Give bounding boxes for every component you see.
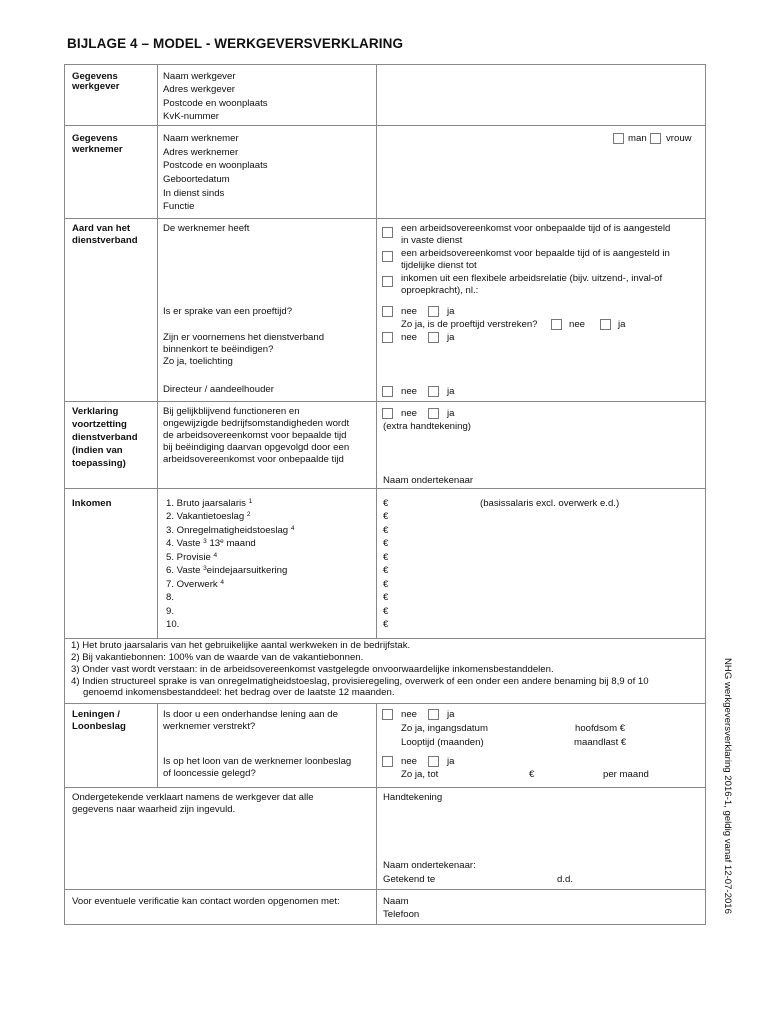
inkomen-item: 7. Overwerk $^4$ <box>166 579 225 590</box>
hoofdsom-label: hoofdsom € <box>575 723 626 734</box>
column-divider <box>376 703 377 925</box>
field-label: Postcode en woonplaats <box>163 160 268 171</box>
row-divider <box>65 125 705 126</box>
column-divider <box>376 65 377 638</box>
leningen-label: Leningen / <box>72 709 120 720</box>
question-text: Zijn er voornemens het dienstverband <box>163 332 325 343</box>
werknemer-label: Gegevens <box>72 133 118 144</box>
checkbox-man[interactable] <box>613 133 624 144</box>
inkomen-item: 10. <box>166 619 180 630</box>
row-divider <box>65 218 705 219</box>
looptijd-label: Looptijd (maanden) <box>401 737 484 748</box>
naam-ondertekenaar: Naam ondertekenaar <box>383 475 474 486</box>
ja-label: ja <box>618 319 626 330</box>
checkbox-verstreken-nee[interactable] <box>551 319 562 330</box>
nee-label: nee <box>401 408 418 419</box>
dienstverband-label: dienstverband <box>72 235 138 246</box>
question-text: Zo ja, toelichting <box>163 356 233 367</box>
footnote: 2) Bij vakantiebonnen: 100% van de waarde van de vakantiebonnen. <box>71 652 364 663</box>
nee-label: nee <box>569 319 586 330</box>
euro-sign: € <box>383 552 389 563</box>
option-text: een arbeidsovereenkomst voor onbepaalde tijd of is aangesteld <box>401 223 671 234</box>
field-label: In dienst sinds <box>163 188 225 199</box>
field-label: Adres werknemer <box>163 147 239 158</box>
checkbox-beeindigen-nee[interactable] <box>382 332 393 343</box>
inkomen-label: Inkomen <box>72 498 112 509</box>
option-text: een arbeidsovereenkomst voor bepaalde tijd of is aangesteld in <box>401 248 670 259</box>
checkbox-verstreken-ja[interactable] <box>600 319 611 330</box>
euro-sign: € <box>383 565 389 576</box>
extra-handtekening: (extra handtekening) <box>383 421 471 432</box>
ja-label: ja <box>447 386 455 397</box>
checkbox-vrouw[interactable] <box>650 133 661 144</box>
ja-label: ja <box>447 756 455 767</box>
euro-sign: € <box>383 511 389 522</box>
side-note: NHG werkgeversverklaring 2016-1, geldig vanaf 12-07-2016 <box>722 658 733 914</box>
werknemer-label: werknemer <box>72 144 123 155</box>
inkomen-item: 4. Vaste $^3$ 13e maand <box>166 538 256 549</box>
field-label: Functie <box>163 201 195 212</box>
checkbox-loonbeslag-nee[interactable] <box>382 756 393 767</box>
ondertekening-text: gegevens naar waarheid zijn ingevuld. <box>72 804 236 815</box>
verklaring-label: dienstverband <box>72 432 138 443</box>
verklaring-text: arbeidsovereenkomst voor onbepaalde tijd <box>163 454 344 465</box>
row-divider <box>65 638 705 639</box>
euro-sign: € <box>383 538 389 549</box>
option-text: inkomen uit een flexibele arbeidsrelatie (bijv. uitzend-, inval-of <box>401 273 663 284</box>
euro-sign: € <box>383 619 389 630</box>
euro-sign: € <box>383 525 389 536</box>
dienstverband-label: Aard van het <box>72 223 131 234</box>
row-divider <box>65 787 705 788</box>
footnote: genoemd inkomensbestanddeel: het bedrag over de laatste 12 maanden. <box>83 687 395 698</box>
inkomen-item: 8. <box>166 592 175 603</box>
getekend-te-label: Getekend te <box>383 874 436 885</box>
field-label: KvK-nummer <box>163 111 219 122</box>
handtekening-label: Handtekening <box>383 792 443 803</box>
inkomen-item: 9. <box>166 606 175 617</box>
inkomen-item: 3. Onregelmatigheidstoeslag $^4$ <box>166 525 295 536</box>
option-text: oproepkracht), nl.: <box>401 285 479 296</box>
ja-label: ja <box>447 306 455 317</box>
telefoon-label: Telefoon <box>383 909 420 920</box>
nee-label: nee <box>401 756 418 767</box>
ondertekening-text: Ondergetekende verklaart namens de werkgever dat alle <box>72 792 314 803</box>
per-maand-label: per maand <box>603 769 649 780</box>
question-text: of looncessie gelegd? <box>163 768 256 779</box>
inkomen-item: 6. Vaste $^3$eindejaarsuitkering <box>166 565 288 576</box>
inkomen-item: 2. Vakantietoeslag $^2$ <box>166 511 251 522</box>
row-divider <box>65 488 705 489</box>
euro-sign: € <box>383 579 389 590</box>
checkbox-proeftijd-ja[interactable] <box>428 306 439 317</box>
checkbox-proeftijd-nee[interactable] <box>382 306 393 317</box>
column-divider <box>157 65 158 638</box>
question-text: Is er sprake van een proeftijd? <box>163 306 293 317</box>
question-text: Directeur / aandeelhouder <box>163 384 274 395</box>
inkomen-item: 1. Bruto jaarsalaris $^1$ <box>166 498 253 509</box>
question-text: De werknemer heeft <box>163 223 250 234</box>
footnote: 4) Indien structureel sprake is van onregelmatigheidstoeslag, provisieregeling, overwerk of een onder een andere benaming bij 8,9 of 10 <box>71 676 649 687</box>
page-title: BIJLAGE 4 – MODEL - WERKGEVERSVERKLARING <box>67 36 404 51</box>
question-text: Is door u een onderhandse lening aan de <box>163 709 338 720</box>
ja-label: ja <box>447 332 455 343</box>
euro-sign: € <box>383 498 389 509</box>
checkbox-verklaring-ja[interactable] <box>428 408 439 419</box>
verklaring-text: bij beëindiging daarvan opgevolgd door een <box>163 442 350 453</box>
field-label: Naam werkgever <box>163 71 236 82</box>
checkbox-lening-ja[interactable] <box>428 709 439 720</box>
ja-label: ja <box>447 709 455 720</box>
leningen-label: Loonbeslag <box>72 721 126 732</box>
verklaring-label: Verklaring <box>72 406 119 417</box>
row-divider <box>65 703 705 704</box>
naam-label: Naam <box>383 896 409 907</box>
maandlast-label: maandlast € <box>574 737 627 748</box>
nee-label: nee <box>401 332 418 343</box>
row-divider <box>65 889 705 890</box>
ingangsdatum-label: Zo ja, ingangsdatum <box>401 723 488 734</box>
checkbox-beeindigen-ja[interactable] <box>428 332 439 343</box>
checkbox-directeur-nee[interactable] <box>382 386 393 397</box>
verklaring-label: toepassing) <box>72 458 126 469</box>
question-text: Is op het loon van de werknemer loonbeslag <box>163 756 352 767</box>
datum-label: d.d. <box>557 874 574 885</box>
euro-sign: € <box>383 592 389 603</box>
checkbox-verklaring-nee[interactable] <box>382 408 393 419</box>
sub-question: Zo ja, is de proeftijd verstreken? <box>401 319 538 330</box>
zo-ja-tot-label: Zo ja, tot <box>401 769 439 780</box>
vrouw-label: vrouw <box>666 133 692 144</box>
werkgever-label: Gegevens <box>72 71 118 82</box>
checkbox-directeur-ja[interactable] <box>428 386 439 397</box>
field-label: Naam werknemer <box>163 133 239 144</box>
verklaring-text: ongewijzigde bedrijfsomstandigheden wordt <box>163 418 350 429</box>
checkbox-flexibel[interactable] <box>382 276 393 287</box>
footnote: 1) Het bruto jaarsalaris van het gebruikelijke aantal werkweken in de bedrijfstak. <box>71 640 411 651</box>
checkbox-bepaalde-tijd[interactable] <box>382 251 393 262</box>
inkomen-note: (basissalaris excl. overwerk e.d.) <box>480 498 620 509</box>
euro-sign: € <box>383 606 389 617</box>
man-label: man <box>628 133 647 144</box>
verklaring-text: Bij gelijkblijvend functioneren en <box>163 406 300 417</box>
inkomen-item: 5. Provisie $^4$ <box>166 552 218 563</box>
naam-ondertekenaar: Naam ondertekenaar: <box>383 860 476 871</box>
checkbox-lening-nee[interactable] <box>382 709 393 720</box>
verklaring-label: voortzetting <box>72 419 127 430</box>
euro-sign: € <box>529 769 535 780</box>
nee-label: nee <box>401 709 418 720</box>
ja-label: ja <box>447 408 455 419</box>
field-label: Geboortedatum <box>163 174 230 185</box>
option-text: in vaste dienst <box>401 235 463 246</box>
column-divider <box>157 703 158 787</box>
question-text: werknemer verstrekt? <box>163 721 256 732</box>
verklaring-label: (indien van <box>72 445 123 456</box>
field-label: Adres werkgever <box>163 84 235 95</box>
verificatie-text: Voor eventuele verificatie kan contact worden opgenomen met: <box>72 896 340 907</box>
row-divider <box>65 401 705 402</box>
footnote: 3) Onder vast wordt verstaan: in de arbeidsovereenkomst vastgelegde onvoorwaardelijke inkomensbestanddelen. <box>71 664 554 675</box>
werkgever-label: werkgever <box>72 81 120 92</box>
option-text: tijdelijke dienst tot <box>401 260 477 271</box>
question-text: binnenkort te beëindigen? <box>163 344 274 355</box>
verklaring-text: de arbeidsovereenkomst voor bepaalde tijd <box>163 430 347 441</box>
field-label: Postcode en woonplaats <box>163 98 268 109</box>
checkbox-loonbeslag-ja[interactable] <box>428 756 439 767</box>
nee-label: nee <box>401 386 418 397</box>
nee-label: nee <box>401 306 418 317</box>
checkbox-onbepaalde-tijd[interactable] <box>382 227 393 238</box>
